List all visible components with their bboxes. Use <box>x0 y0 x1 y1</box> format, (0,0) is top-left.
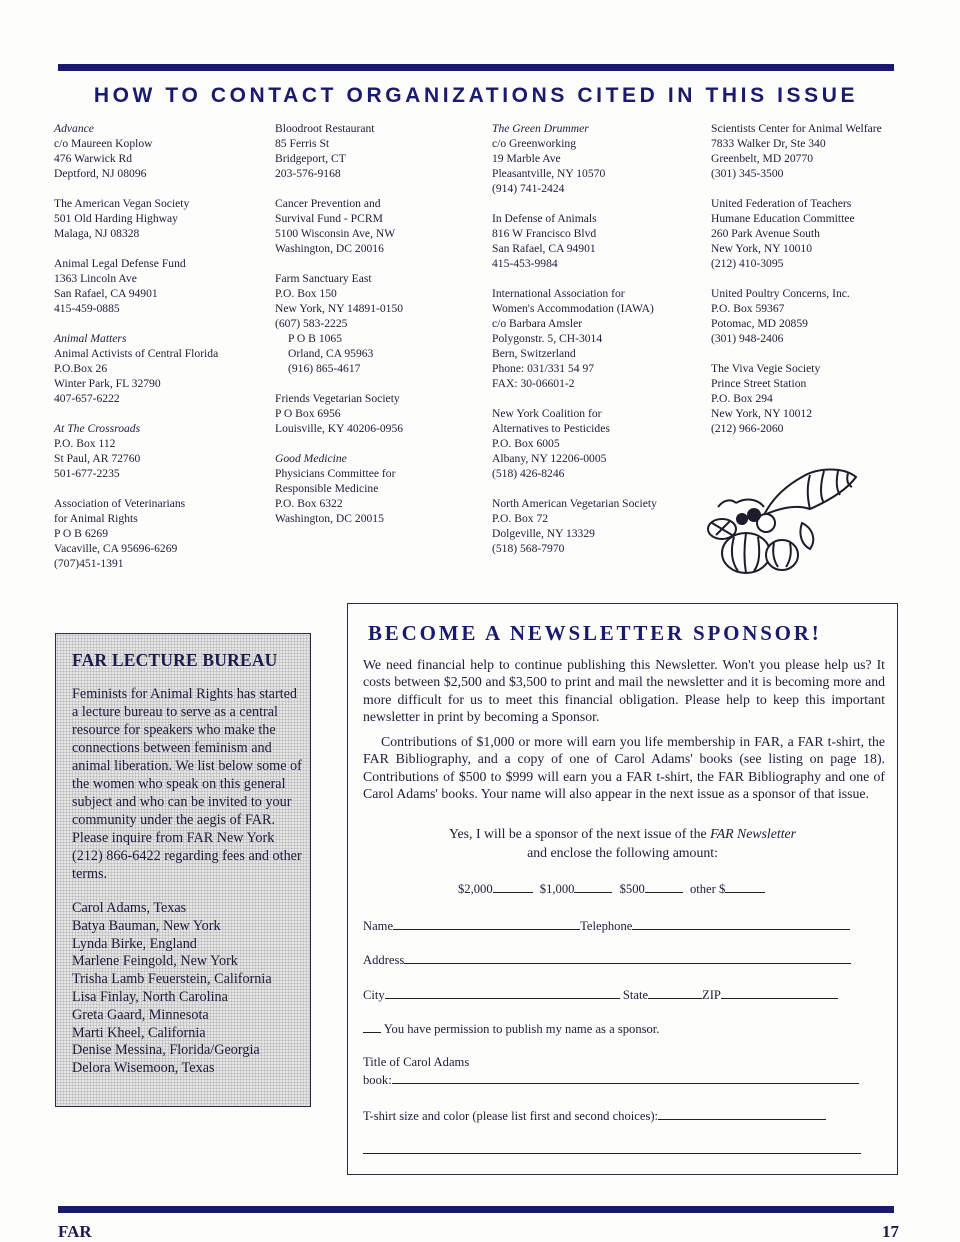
org-detail: c/o Maureen Koplow <box>54 137 153 150</box>
sponsor-title: BECOME A NEWSLETTER SPONSOR! <box>368 621 822 645</box>
org-entry <box>275 451 480 526</box>
sponsor-paragraph-2: Contributions of $1,000 or more will earn you life membership in FAR, a FAR t-shirt, the FAR Bibliography, and a copy of one of Carol Adams' books (see listing on page 18). Contributions of $500 to $999 will earn you a FAR t-shirt, the FAR Bibliography and one of Carol Adams' books. Your name will also appear in the next issue as a sponsor of that issue. <box>363 734 885 801</box>
org-name: Good Medicine <box>275 452 347 465</box>
org-detail: P.O. Box 150 <box>275 287 337 300</box>
org-detail: 415-453-9984 <box>492 257 558 270</box>
org-entry <box>492 496 702 556</box>
book-title-row <box>363 1054 859 1089</box>
org-name: At The Crossroads <box>54 422 141 435</box>
org-detail: San Rafael, CA 94901 <box>492 242 596 255</box>
org-name: United Federation of Teachers <box>711 197 852 210</box>
org-detail: P.O. Box 6005 <box>492 437 560 450</box>
org-detail: (212) 966-2060 <box>711 422 784 435</box>
amount-2000[interactable]: $2,000 <box>458 882 533 897</box>
org-detail: (301) 345-3500 <box>711 167 784 180</box>
org-entry <box>492 406 702 481</box>
speaker-item: Lisa Finlay, North Carolina <box>72 988 228 1005</box>
name-label: Name <box>363 919 394 933</box>
lecture-bureau-title: FAR LECTURE BUREAU <box>72 650 278 670</box>
org-detail: Survival Fund - PCRM <box>275 212 383 225</box>
org-detail: Vacaville, CA 95696-6269 <box>54 542 178 555</box>
org-entry <box>711 361 911 436</box>
org-detail: (518) 568-7970 <box>492 542 565 555</box>
org-detail: P O B 6269 <box>54 527 109 540</box>
org-detail: New York, NY 14891-0150 <box>275 302 404 315</box>
footer-publication: FAR <box>58 1222 92 1241</box>
org-detail: Greenbelt, MD 20770 <box>711 152 814 165</box>
org-detail: for Animal Rights <box>54 512 138 525</box>
org-detail: Potomac, MD 20859 <box>711 317 808 330</box>
cornucopia-icon <box>706 463 866 581</box>
org-detail: 501 Old Harding Highway <box>54 212 178 225</box>
speaker-item: Denise Messina, Florida/Georgia <box>72 1042 260 1059</box>
telephone-field[interactable] <box>632 917 850 930</box>
lecture-bureau-description: Feminists for Animal Rights has started a lecture bureau to serve as a central resource for speakers who make the connections between feminism and animal liberation. We list below some of the women who speak on this general subject and who can be invited to your community under the aegis of FAR. Please inquire from FAR New York (212) 866-6422 regarding fees and other terms. <box>72 686 302 882</box>
org-detail: P O B 1065 <box>288 332 343 345</box>
city-label: City <box>363 988 385 1002</box>
org-detail: Animal Activists of Central Florida <box>54 347 219 360</box>
org-column-1 <box>54 121 259 586</box>
tshirt-label: T-shirt size and color (please list first and second choices): <box>363 1109 659 1123</box>
org-detail: P.O.Box 26 <box>54 362 108 375</box>
org-detail: 1363 Lincoln Ave <box>54 272 137 285</box>
org-detail: Bern, Switzerland <box>492 347 576 360</box>
org-detail: Bridgeport, CT <box>275 152 346 165</box>
org-detail: 203-576-9168 <box>275 167 341 180</box>
org-name: The American Vegan Society <box>54 197 190 210</box>
pledge-statement: Yes, I will be a sponsor of the next issue of the FAR Newsletter <box>448 826 797 841</box>
name-field[interactable] <box>393 917 580 930</box>
org-detail: P.O. Box 6322 <box>275 497 343 510</box>
org-name: Association of Veterinarians <box>54 497 186 510</box>
org-detail: 85 Ferris St <box>275 137 330 150</box>
org-detail: Women's Accommodation (IAWA) <box>492 302 654 315</box>
org-entry <box>711 121 911 181</box>
org-entry <box>54 496 259 571</box>
org-name: Animal Matters <box>54 332 127 345</box>
zip-field[interactable] <box>721 986 838 999</box>
org-detail: Prince Street Station <box>711 377 807 390</box>
bottom-divider <box>58 1206 894 1213</box>
org-name: The Green Drummer <box>492 122 589 135</box>
address-row <box>363 951 851 968</box>
org-entry <box>54 196 259 241</box>
amount-1000[interactable]: $1,000 <box>540 882 613 897</box>
org-detail: New York, NY 10010 <box>711 242 813 255</box>
org-column-3 <box>492 121 702 571</box>
state-label: State <box>622 988 649 1002</box>
tshirt-row <box>363 1107 826 1124</box>
org-name: The Viva Vegie Society <box>711 362 821 375</box>
org-detail: P.O. Box 72 <box>492 512 549 525</box>
org-name: Bloodroot Restaurant <box>275 122 375 135</box>
amount-500[interactable]: $500 <box>620 882 683 897</box>
org-detail: (301) 948-2406 <box>711 332 784 345</box>
speaker-item: Batya Bauman, New York <box>72 917 221 934</box>
org-detail: Phone: 031/331 54 97 <box>492 362 595 375</box>
org-detail: New York, NY 10012 <box>711 407 813 420</box>
org-detail: 415-459-0885 <box>54 302 120 315</box>
org-name: International Association for <box>492 287 625 300</box>
org-detail: Pleasantville, NY 10570 <box>492 167 606 180</box>
org-detail: 7833 Walker Dr, Ste 340 <box>711 137 826 150</box>
address-label: Address <box>363 953 405 967</box>
org-detail: Dolgeville, NY 13329 <box>492 527 595 540</box>
lecture-bureau-box <box>55 633 311 1107</box>
org-entry <box>711 286 911 346</box>
org-detail: Washington, DC 20015 <box>275 512 384 525</box>
org-detail: Albany, NY 12206-0005 <box>492 452 607 465</box>
org-name: Friends Vegetarian Society <box>275 392 400 405</box>
telephone-label: Telephone <box>580 919 633 933</box>
org-detail: St Paul, AR 72760 <box>54 452 141 465</box>
org-name: Animal Legal Defense Fund <box>54 257 186 270</box>
name-telephone-row <box>363 917 850 934</box>
org-detail: P O Box 6956 <box>275 407 341 420</box>
speaker-item: Delora Wisemoon, Texas <box>72 1060 215 1077</box>
permission-row <box>363 1020 659 1037</box>
org-detail: FAX: 30-06601-2 <box>492 377 575 390</box>
speaker-item: Trisha Lamb Feuerstein, California <box>72 971 272 988</box>
org-detail: Alternatives to Pesticides <box>492 422 610 435</box>
org-detail: 260 Park Avenue South <box>711 227 820 240</box>
page-title: HOW TO CONTACT ORGANIZATIONS CITED IN THIS ISSUE <box>93 84 859 107</box>
city-field[interactable] <box>385 986 620 999</box>
org-entry <box>54 331 259 406</box>
newsletter-name: FAR Newsletter <box>710 826 797 841</box>
org-entry <box>492 286 702 391</box>
zip-label: ZIP <box>702 988 721 1002</box>
org-entry <box>54 121 259 181</box>
state-field[interactable] <box>648 986 702 999</box>
amount-options <box>458 882 769 897</box>
org-detail: P.O. Box 294 <box>711 392 773 405</box>
org-name: New York Coalition for <box>492 407 602 420</box>
org-entry <box>711 196 911 271</box>
org-detail: Washington, DC 20016 <box>275 242 384 255</box>
tshirt-field-2[interactable] <box>363 1153 861 1154</box>
org-detail: Louisville, KY 40206-0956 <box>275 422 404 435</box>
org-name: Advance <box>54 122 94 135</box>
org-entry <box>275 271 480 376</box>
org-name: United Poultry Concerns, Inc. <box>711 287 850 300</box>
org-entry <box>54 256 259 316</box>
speaker-item: Carol Adams, Texas <box>72 900 187 916</box>
book-title-field[interactable] <box>392 1071 859 1084</box>
sponsor-paragraph-1: We need financial help to continue publishing this Newsletter. Won't you please help us? It costs between $2,500 and $3,500 to print and mail the newsletter and it is becoming more and more difficult for us to meet this financial obligation. Please help to keep this important newsletter in print by becoming a Sponsor. <box>363 657 885 724</box>
org-detail: Orland, CA 95963 <box>288 347 374 360</box>
org-detail: San Rafael, CA 94901 <box>54 287 158 300</box>
org-column-2 <box>275 121 480 541</box>
org-name: Scientists Center for Animal Welfare <box>711 122 882 135</box>
org-detail: P.O. Box 59367 <box>711 302 785 315</box>
org-detail: 407-657-6222 <box>54 392 120 405</box>
org-detail: Polygonstr. 5, CH-3014 <box>492 332 603 345</box>
org-entry <box>275 121 480 181</box>
org-detail: Humane Education Committee <box>711 212 855 225</box>
org-detail: (916) 865-4617 <box>288 362 361 375</box>
speaker-item: Marti Kheel, California <box>72 1024 206 1041</box>
book-title-label: Title of Carol Adams <box>363 1055 470 1069</box>
org-detail: 501-677-2235 <box>54 467 120 480</box>
org-detail: 19 Marble Ave <box>492 152 561 165</box>
org-column-4 <box>711 121 911 451</box>
org-detail: (914) 741-2424 <box>492 182 565 195</box>
org-name: Farm Sanctuary East <box>275 272 372 285</box>
org-name: Cancer Prevention and <box>275 197 381 210</box>
speaker-list <box>72 900 302 1078</box>
org-name: In Defense of Animals <box>492 212 597 225</box>
address-field[interactable] <box>404 951 851 964</box>
book-label: book: <box>363 1073 392 1087</box>
org-detail: Deptford, NJ 08096 <box>54 167 147 180</box>
org-detail: 5100 Wisconsin Ave, NW <box>275 227 396 240</box>
speaker-item: Greta Gaard, Minnesota <box>72 1006 209 1023</box>
org-detail: c/o Greenworking <box>492 137 577 150</box>
org-entry <box>492 211 702 271</box>
permission-label: You have permission to publish my name as a sponsor. <box>383 1022 660 1036</box>
org-detail: Responsible Medicine <box>275 482 379 495</box>
top-divider <box>58 64 894 71</box>
sponsor-form-box <box>347 603 898 1175</box>
org-detail: (607) 583-2225 <box>275 317 348 330</box>
org-detail: Physicians Committee for <box>275 467 396 480</box>
org-detail: c/o Barbara Amsler <box>492 317 583 330</box>
org-detail: P.O. Box 112 <box>54 437 116 450</box>
org-entry <box>275 391 480 436</box>
org-detail: Malaga, NJ 08328 <box>54 227 140 240</box>
speaker-item: Marlene Feingold, New York <box>72 953 238 970</box>
speaker-item: Lynda Birke, England <box>72 935 197 952</box>
permission-checkbox[interactable] <box>363 1020 381 1033</box>
org-detail: (707)451-1391 <box>54 557 124 570</box>
org-entry <box>275 196 480 256</box>
city-state-zip-row <box>363 986 838 1003</box>
page-number: 17 <box>882 1222 899 1241</box>
org-detail: (212) 410-3095 <box>711 257 784 270</box>
org-detail: (518) 426-8246 <box>492 467 565 480</box>
org-detail: Winter Park, FL 32790 <box>54 377 161 390</box>
org-detail: 816 W Francisco Blvd <box>492 227 597 240</box>
amount-other[interactable]: other $ <box>690 882 765 897</box>
org-detail: 476 Warwick Rd <box>54 152 133 165</box>
org-entry <box>492 121 702 196</box>
tshirt-field[interactable] <box>658 1107 826 1120</box>
org-entry <box>54 421 259 481</box>
org-name: North American Vegetarian Society <box>492 497 657 510</box>
pledge-statement-2: and enclose the following amount: <box>527 845 718 860</box>
